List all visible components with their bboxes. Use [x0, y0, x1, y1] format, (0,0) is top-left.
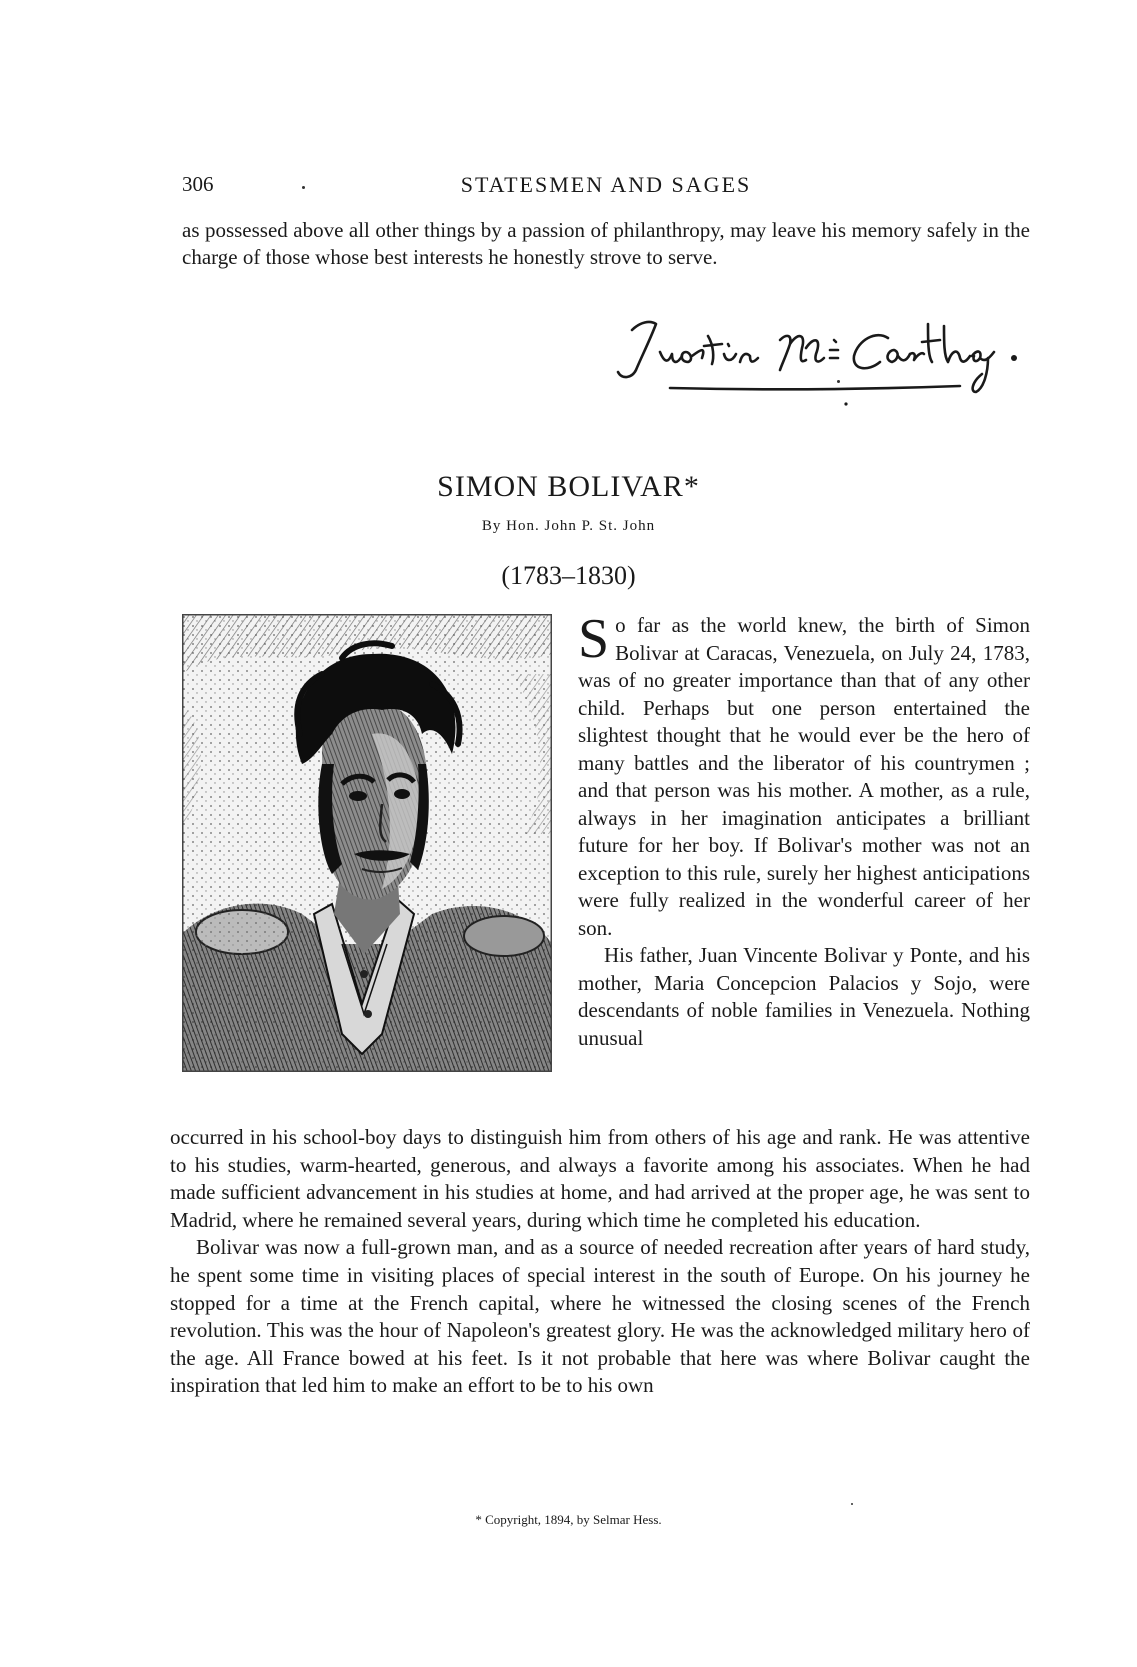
previous-article-closing [182, 217, 1030, 271]
print-speck [837, 380, 840, 383]
byline: By Hon. John P. St. John [481, 518, 656, 534]
copyright-footnote: * Copyright, 1894, by Selmar Hess. [475, 1512, 662, 1527]
full-width-text [170, 1124, 1030, 1400]
print-speck [851, 1503, 853, 1505]
paragraph-1-text: o far as the world knew, the birth of Simon Bolivar at Caracas, Venezuela, on July 24, 1783, was of no greater importance than that of any other child. Perhaps but one person entertained the slightest thought that he would ever be the hero of many battles and the liberator of his countrymen ; and that person was his mother. A mother, as a rule, always in her imagination anticipates a brilliant future for her boy. If Bolivar's mother was not an exception to this rule, surely her highest anticipations were fully realized in the wonderful career of her son. [578, 613, 1030, 940]
page-number: 306 [182, 172, 214, 196]
first-column-text [578, 608, 1030, 1052]
portrait-image [182, 614, 552, 1072]
paragraph-3: Bolivar was now a full-grown man, and as a source of needed recreation after years of hard study, he spent some time in visiting places of special interest in the south of Europe. On his journey he stopped for a time at the French capital, where he witnessed the closing scenes of the French revolution. This was the hour of Napoleon's greatest glory. He was the acknowledged military hero of the age. All France bowed at his feet. Is it not probable that here was where Bolivar caught the inspiration that led him to make an effort to be to his own [170, 1235, 1030, 1398]
portrait-engraving [182, 614, 552, 1072]
book-title: STATESMEN AND SAGES [460, 172, 752, 197]
paragraph-1 [578, 608, 1030, 942]
signature [610, 300, 1030, 410]
paragraph-2-continued: occurred in his school-boy days to distinguish him from others of his age and rank. He was attentive to his studies, warm-hearted, generous, and always a favorite among his associates. When he had made sufficient advancement in his studies at home, and had arrived at the proper age, he was sent to Madrid, where he remained several years, during which time he completed his education. [170, 1125, 1030, 1232]
signature-handwriting [610, 300, 1030, 410]
life-dates: (1783–1830) [501, 561, 636, 590]
drop-cap: S [578, 608, 610, 670]
closing-paragraph: as possessed above all other things by a passion of philanthropy, may leave his memory safely in the charge of those whose best interests he honestly strove to serve. [182, 218, 1030, 269]
paragraph-2-start: His father, Juan Vincente Bolivar y Ponte, and his mother, Maria Concepcion Palacios y Sojo, were descendants of noble families in Venezuela. Nothing unusual [578, 943, 1030, 1050]
print-speck [302, 186, 305, 189]
running-head [182, 172, 1030, 204]
article-title: SIMON BOLIVAR* [437, 470, 700, 503]
